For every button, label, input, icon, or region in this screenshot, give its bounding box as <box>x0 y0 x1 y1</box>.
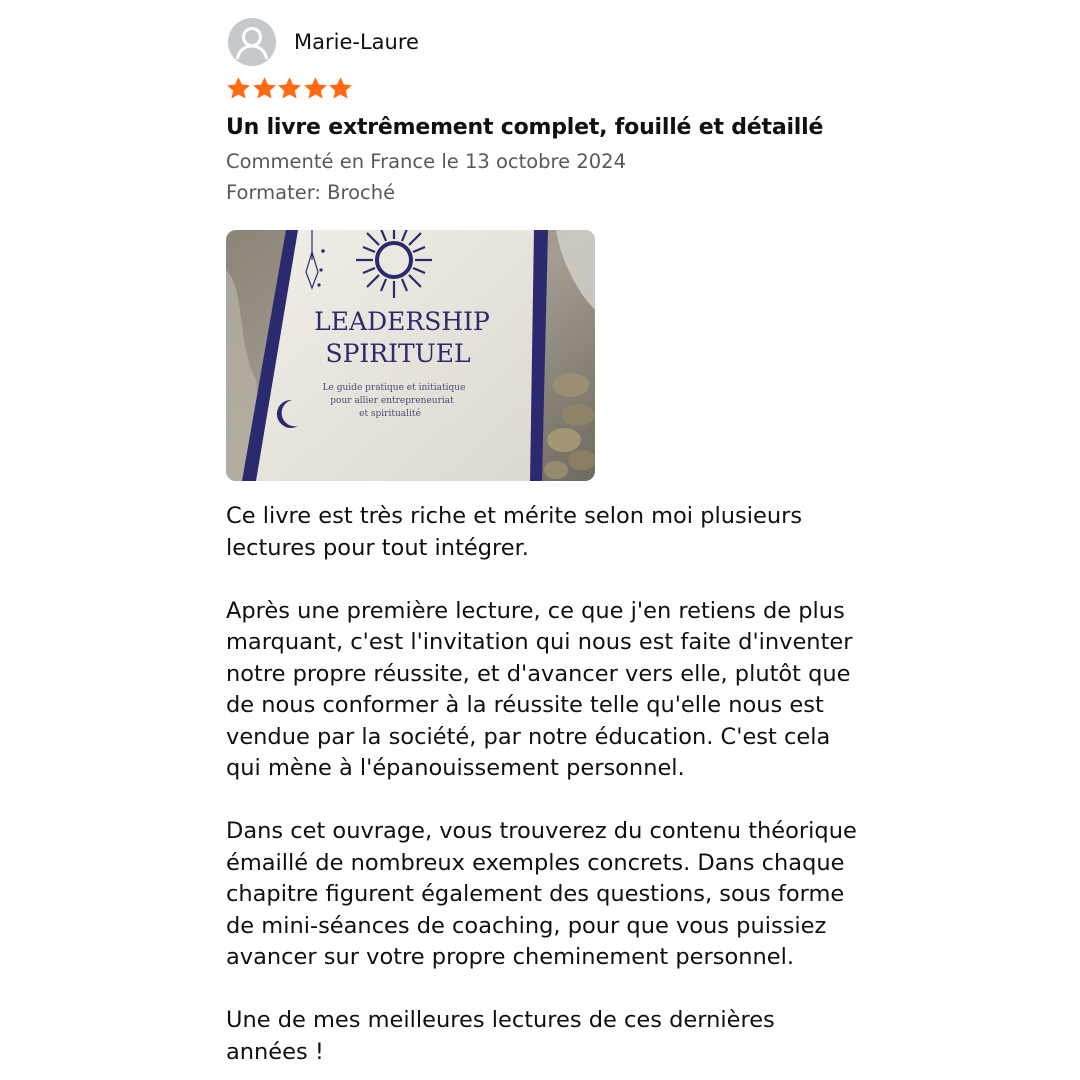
book-title-line2: SPIRITUEL <box>325 339 471 368</box>
reviewer-profile[interactable] <box>226 16 866 68</box>
review-body <box>226 501 866 1068</box>
star-icon <box>226 76 251 101</box>
review-photo[interactable] <box>226 230 595 481</box>
book-subtitle-line1: Le guide pratique et initiatique <box>322 383 466 393</box>
book-title-line1: LEADERSHIP <box>314 307 490 336</box>
user-silhouette-icon <box>228 18 276 66</box>
review-date: Commenté en France le 13 octobre 2024 <box>226 150 626 173</box>
review-card <box>226 16 866 1068</box>
avatar[interactable] <box>228 18 276 66</box>
star-icon <box>303 76 328 101</box>
star-icon <box>252 76 277 101</box>
reviewer-name[interactable]: Marie-Laure <box>294 30 419 54</box>
book-subtitle-line2: pour allier entrepreneuriat <box>330 396 454 406</box>
star-icon <box>328 76 353 101</box>
review-paragraph: Une de mes meilleures lectures de ces dernières années ! <box>226 1007 775 1065</box>
review-paragraph: Dans cet ouvrage, vous trouverez du contenu théorique émaillé de nombreux exemples concrets. Dans chaque chapitre figurent également des questions, sous forme de mini-séances de coaching, pour que vous puissiez avancer sur votre propre cheminement personnel. <box>226 818 857 970</box>
review-paragraph: Après une première lecture, ce que j'en retiens de plus marquant, c'est l'invitation qui nous est faite d'inventer notre propre réussite, et d'avancer vers elle, plutôt que de nous conformer à la réussite telle qu'elle nous est vendue par la société, par notre éducation. C'est cela qui mène à l'épanouissement personnel. <box>226 597 853 781</box>
star-icon <box>277 76 302 101</box>
review-title: Un livre extrêmement complet, fouillé et détaillé <box>226 115 824 140</box>
star-rating <box>226 73 866 103</box>
review-paragraph: Ce livre est très riche et mérite selon moi plusieurs lectures pour tout intégrer. <box>226 503 803 561</box>
book-subtitle-line3: et spiritualité <box>359 409 421 419</box>
review-format: Formater: Broché <box>226 181 396 204</box>
